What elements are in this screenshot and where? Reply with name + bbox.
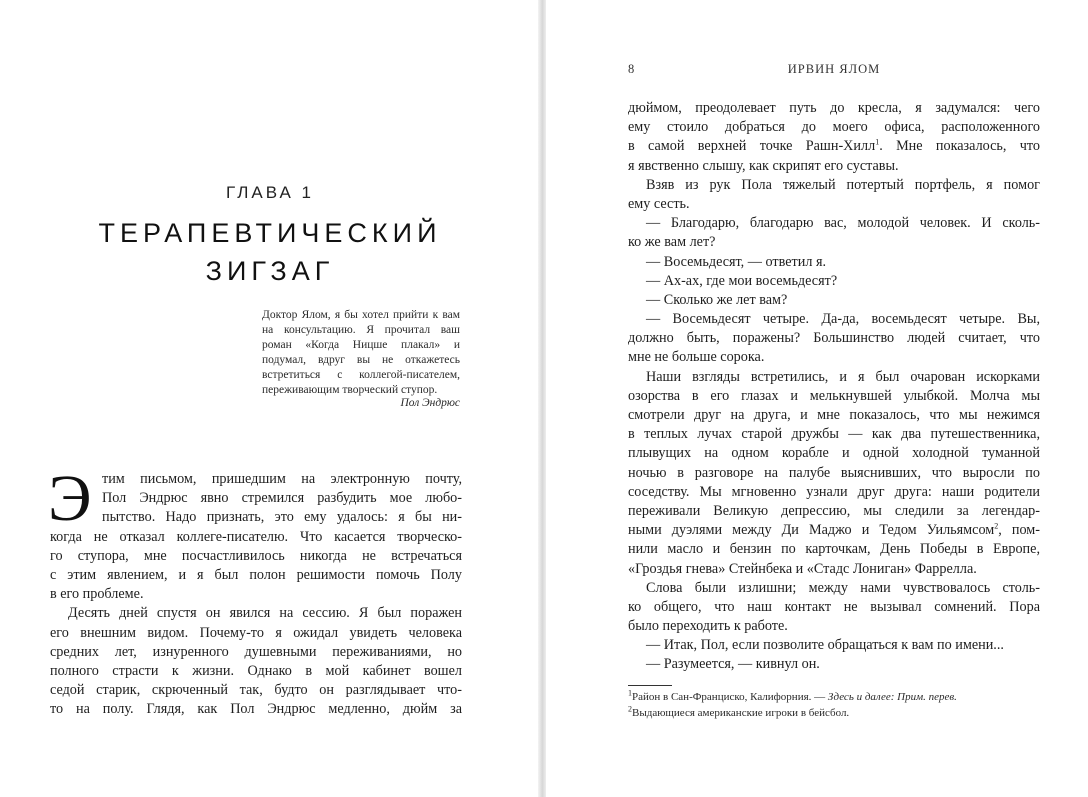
text-line: — Итак, Пол, если позволите обращаться к вам по имени...: [646, 637, 1004, 654]
left-page: [0, 0, 540, 797]
epigraph: Доктор Ялом, я бы хотел прийти к вам на консультацию. Я прочитал ваш роман «Когда Ницше плакал» и подумал, вдруг вы не откажетесь встретиться с коллегой-писателем, переживающим творческий ступор.: [262, 309, 460, 396]
footnote-2: $^2$Выдающиеся американские игроки в бейсбол.: [628, 704, 850, 719]
footnote-mark: 2: [994, 521, 999, 531]
text-line: седой старик, скрюченный так, будто он разглядывает что-: [50, 682, 462, 699]
text-line: с этим явлением, и я был полон решимости помочь Полу: [50, 566, 462, 583]
page-number: 8: [628, 62, 636, 76]
text-line: Десять дней спустя он явился на сессию. Я был поражен: [68, 605, 462, 622]
text-line: соседству. Мы мгновенно узнали друг друга: наши родители: [628, 483, 1040, 500]
text-line: — Восемьдесят четыре. Да-да, восемьдесят четыре. Вы,: [646, 311, 1040, 328]
text-line: го ступора, мне посчастливилось никогда не встречаться: [50, 547, 462, 564]
text-line: плывущих на одном корабле и одной холодной туманной: [628, 445, 1040, 462]
text-line: — Сколько же лет вам?: [646, 291, 788, 308]
text-line: «Гроздья гнева» Стейнбека и «Стадс Лониган» Фаррелла.: [628, 560, 977, 577]
footnote-1: $^1$Район в Сан-Франциско, Калифорния. — Здесь и далее: Прим. перев.: [628, 688, 957, 703]
footnote-mark: 1: [875, 137, 880, 147]
text-line: переживали Великую депрессию, мы следили за легендар-: [628, 502, 1040, 519]
footnotes: [628, 689, 1058, 721]
text-line: пытство. Надо признать, это ему удалось: я бы ни-: [102, 509, 462, 526]
running-title: ИРВИН ЯЛОМ: [787, 62, 881, 76]
text-line: его внешним видом. Почему-то я ожидал увидеть человека: [50, 624, 462, 641]
text-line: ко же вам лет?: [628, 234, 716, 251]
chapter-title-line-1: ТЕРАПЕВТИЧЕСКИЙ: [98, 218, 442, 248]
text-line: нили масло и бензин по карточкам, День Победы в Европе,: [628, 541, 1040, 558]
text-line: в его проблеме.: [50, 586, 144, 603]
text-line: ему стоило добраться до моего офиса, расположенного: [628, 119, 1040, 136]
footnote-rule: [628, 685, 672, 686]
right-body-text: [628, 99, 1040, 675]
text-line: я явственно слышу, как скрипят его суставы.: [628, 157, 899, 174]
text-line: когда не отказал коллеге-писателю. Что касается творческо-: [50, 528, 462, 545]
text-line: смотрели друг на друга, и мне показалось, что мы нежимся: [628, 407, 1040, 423]
text-line: ему сесть.: [628, 195, 690, 212]
text-line: — Ах-ах, где мои восемьдесят?: [646, 272, 838, 289]
text-line: — Разумеется, — кивнул он.: [646, 656, 820, 673]
chapter-label: ГЛАВА 1: [225, 183, 315, 202]
text-line: ко общего, что наш контакт не вызывал сомнений. Пора: [628, 598, 1040, 615]
chapter-title-line-2: ЗИГЗАГ: [205, 256, 335, 286]
text-line: в теплых лучах старой дружбы — как два путешественника,: [628, 426, 1040, 443]
text-line: тим письмом, пришедшим на электронную почту,: [102, 471, 462, 487]
left-body-text: [48, 462, 462, 719]
text-line: Взяв из рук Пола тяжелый потертый портфель, я помог: [646, 176, 1040, 193]
text-line: — Восемьдесят, — ответил я.: [646, 253, 827, 270]
drop-cap: Э: [48, 462, 92, 535]
right-page: [546, 0, 1088, 797]
text-line: дюймом, преодолевает путь до кресла, я задумался: чего: [628, 100, 1040, 116]
text-line: полного страсти к жизни. Однако в мой кабинет вошел: [50, 662, 462, 679]
epigraph-author: Пол Эндрюс: [400, 397, 460, 409]
text-line: Пол Эндрюс явно стремился разбудить мое любо-: [102, 490, 462, 507]
chapter-title: [0, 214, 540, 290]
text-line: в самой верхней точке Рашн-Хилл$^1$. Мне показалось, что: [628, 137, 1041, 155]
text-line: озорства в его глазах и мелькнувшей улыбкой. Молча мы: [628, 387, 1040, 404]
text-line: средних лет, изнуренного душевными переживаниями, но: [50, 643, 462, 660]
text-line: ночью в разговоре на палубе выяснивших, что выросли по: [628, 464, 1040, 481]
text-line: Слова были излишни; между нами чувствовалось столь-: [646, 579, 1040, 596]
text-line: Наши взгляды встретились, и я был очарован искорками: [646, 368, 1040, 385]
text-line: должно быть, поражены? Большинство людей считает, что: [628, 330, 1040, 347]
text-line: то на полу. Глядя, как Пол Эндрюс медленно, дюйм за: [50, 701, 462, 718]
text-line: мне не больше сорока.: [628, 349, 765, 366]
text-line: — Благодарю, благодарю вас, молодой человек. И сколь-: [646, 215, 1040, 232]
text-line: было переходить к работе.: [628, 618, 788, 635]
text-line: ными дуэлями между Ди Маджо и Тедом Уильямсом$^2$, пом-: [628, 521, 1040, 539]
